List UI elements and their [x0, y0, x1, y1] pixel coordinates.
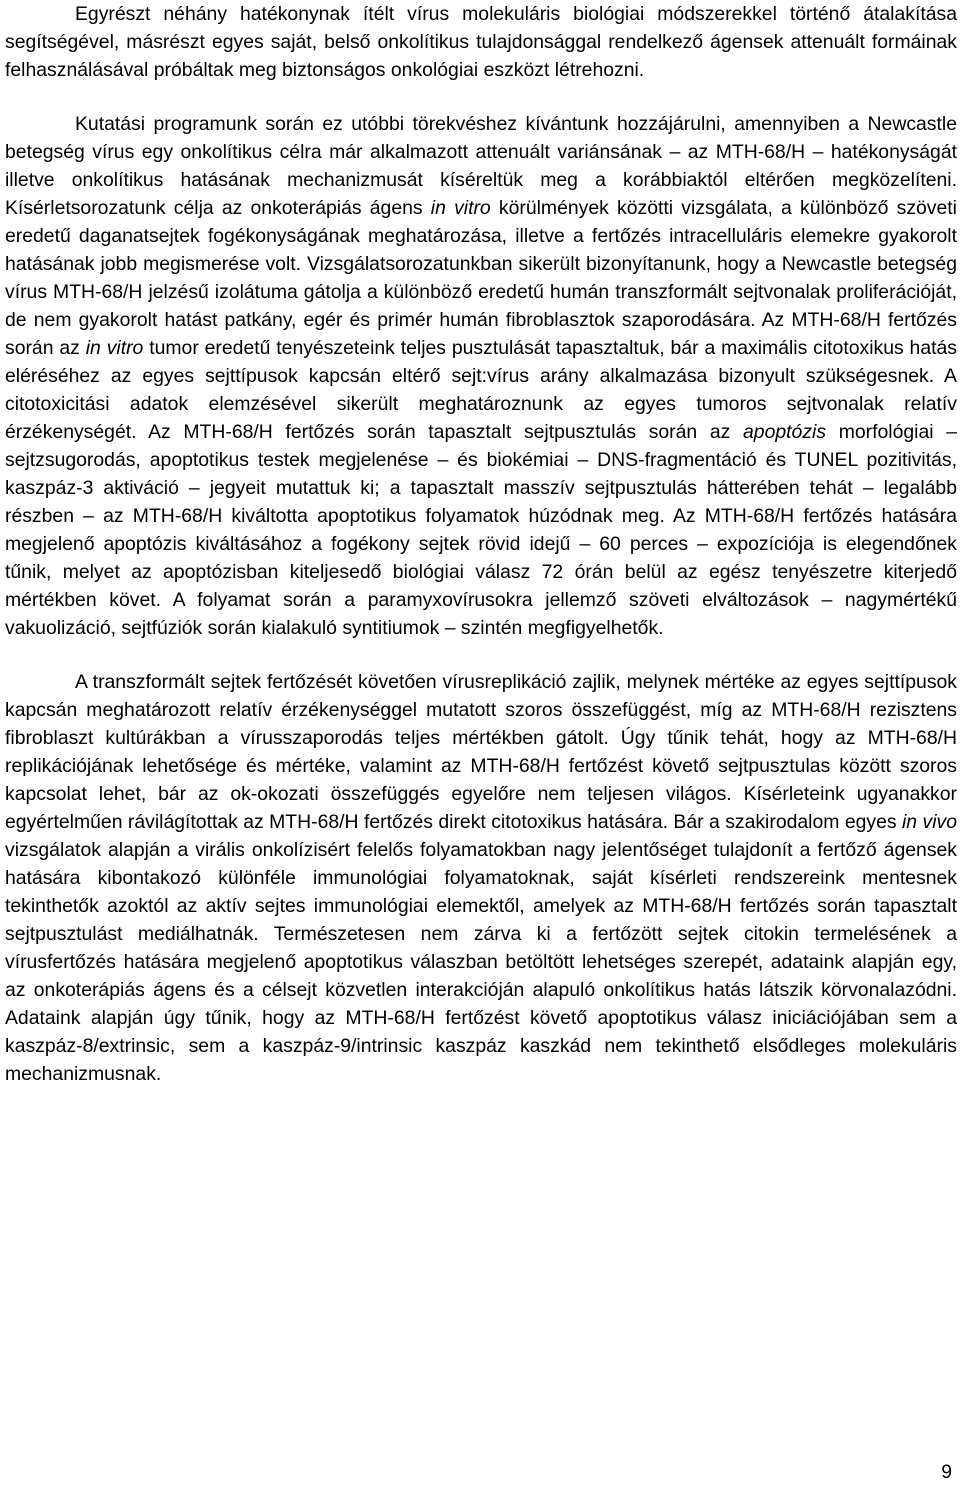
italic-term: apoptózis	[743, 421, 827, 443]
text-segment: morfológiai – sejtzsugorodás, apoptotikus testek megjelenése – és biokémiai – DNS-fragmentáció és TUNEL pozitivitás, kaszpáz-3 aktiváció – jegyeit mutattuk ki; a tapasztalt masszív sejtpusztulás hátterében tehát – legalább részben – az MTH-68/H kiváltotta apoptotikus folyamatok húzódnak meg. Az MTH-68/H fertőzés hatására megjelenő apoptózis kiváltásához a fogékony sejtek rövid idejű – 60 perces – expozíciója is elegendőnek tűnik, melyet az apoptózisban kiteljesedő biológiai válasz 72 órán belül az egész tenyészetre kiterjedő mértékben követ. A folyamat során a paramyxovírusokra jellemző szöveti elváltozások – nagymértékű vakuolizáció, sejtfúziók során kialakuló syntitiumok – szintén megfigyelhetők.	[5, 421, 957, 639]
text-segment: Egyrészt néhány hatékonynak ítélt vírus molekuláris biológiai módszerekkel történő átalakítása segítségével, másrészt egyes saját, belső onkolítikus tulajdonsággal rendelkező ágensek attenuált formáinak felhasználásával próbáltak meg biztonságos onkológiai eszközt létrehozni.	[5, 3, 957, 81]
page-number: 9	[941, 1461, 952, 1483]
paragraph-replication-findings	[5, 668, 957, 1088]
text-segment: tumor eredetű tenyészeteink teljes pusztulását tapasztaltuk, bár a maximális citotoxikus hatás eléréséhez az egyes sejttípusok kapcsán eltérő sejt:vírus arány alkalmazása bizonyult szükségesnek. A citotoxicitási adatok elemzésével sikerült meghatároznunk az egyes tumoros sejtvonalak relatív érzékenységét. Az MTH-68/H fertőzés során tapasztalt sejtpusztulás során az	[5, 337, 957, 443]
text-segment: vizsgálatok alapján a virális onkolízisért felelős folyamatokban nagy jelentőséget tulajdonít a fertőző ágensek hatására kibontakozó különféle immunológiai folyamatoknak, saját kísérleti rendszereink mentesnek tekinthetők azoktól az aktív sejtes immunológiai elemektől, amelyek az MTH-68/H fertőzés során tapasztalt sejtpusztulást mediálhatnák. Természetesen nem zárva ki a fertőzött sejtek citokin termelésének a vírusfertőzés hatására megjelenő apoptotikus válaszban betöltött lehetséges szerepét, adataink alapján egy, az onkoterápiás ágens és a célsejt közvetlen interakcióján alapuló onkolítikus hatás látszik körvonalazódni. Adataink alapján úgy tűnik, hogy az MTH-68/H fertőzést követő apoptotikus válasz iniciációjában sem a kaszpáz-8/extrinsic, sem a kaszpáz-9/intrinsic kaszpáz kaszkád nem tekinthető elsődleges molekuláris mechanizmusnak.	[5, 839, 957, 1085]
paragraph-intro	[5, 0, 957, 84]
text-segment: körülmények közötti vizsgálata, a különböző szöveti eredetű daganatsejtek fogékonyságának meghatározása, illetve a fertőzés intracelluláris elemekre gyakorolt hatásának jobb megismerése volt. Vizsgálatsorozatunkban sikerült bizonyítanunk, hogy a Newcastle betegség vírus MTH-68/H jelzésű izolátuma gátolja a különböző eredetű humán transzformált sejtvonalak proliferációját, de nem gyakorolt hatást patkány, egér és primér humán fibroblasztok szaporodására. Az MTH-68/H fertőzés során az	[5, 197, 957, 359]
italic-term: in vitro	[430, 197, 491, 219]
text-segment: A transzformált sejtek fertőzését követően vírusreplikáció zajlik, melynek mértéke az egyes sejttípusok kapcsán meghatározott relatív érzékenységgel mutatott szoros összefüggést, míg az MTH-68/H rezisztens fibroblaszt kultúrákban a vírusszaporodás teljes mértékben gátolt. Úgy tűnik tehát, hogy az MTH-68/H replikációjának lehetősége és mértéke, valamint az MTH-68/H fertőzést követő sejtpusztulas között szoros kapcsolat lehet, bár az ok-okozati összefüggés egyelőre nem teljesen világos. Kísérleteink ugyanakkor egyértelműen rávilágítottak az MTH-68/H fertőzés direkt citotoxikus hatására. Bár a szakirodalom egyes	[5, 671, 957, 833]
document-page	[5, 0, 957, 1088]
paragraph-research-program	[5, 110, 957, 642]
italic-term: in vitro	[85, 337, 144, 359]
italic-term: in vivo	[902, 811, 957, 833]
text-segment: Kutatási programunk során ez utóbbi törekvéshez kívántunk hozzájárulni, amennyiben a Newcastle betegség vírus egy onkolítikus célra már alkalmazott attenuált variánsának – az MTH-68/H – hatékonyságát illetve onkolítikus hatásának mechanizmusát kíséreltük meg a korábbiaktól eltérően megközelíteni. Kísérletsorozatunk célja az onkoterápiás ágens	[5, 113, 957, 219]
